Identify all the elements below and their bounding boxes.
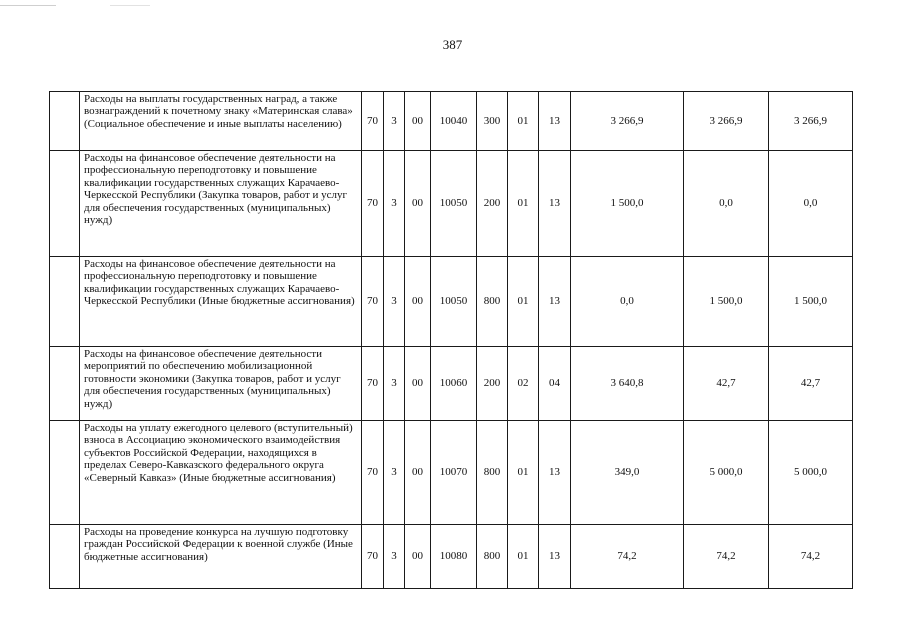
table-row <box>50 92 853 151</box>
expense-description: Расходы на финансовое обеспечение деятельности на профессиональную переподготовку и повышение квалификации государственных служащих Карачаево-Черкесской Республики (Закупка товаров, работ и услуг для обеспечения государственных (муниципальных) нужд) <box>80 151 362 257</box>
subprogram-code: 00 <box>405 525 431 589</box>
program-code: 3 <box>384 421 405 525</box>
section-code: 01 <box>508 421 539 525</box>
amount-year-2: 5 000,0 <box>684 421 769 525</box>
section-code: 02 <box>508 347 539 421</box>
expense-description: Расходы на финансовое обеспечение деятельности мероприятий по обеспечению мобилизационной готовности экономики (Закупка товаров, работ и услуг для обеспечения государственных (муниципальных) нужд) <box>80 347 362 421</box>
ministry-code: 70 <box>362 257 384 347</box>
program-code: 3 <box>384 151 405 257</box>
expense-description: Расходы на уплату ежегодного целевого (вступительный) взноса в Ассоциацию экономического взаимодействия субъектов Российской Федерации, находящихся в пределах Северо-Кавказского федерального округа «Северный Кавказ» (Иные бюджетные ассигнования) <box>80 421 362 525</box>
scan-edge-mark <box>0 5 56 6</box>
section-code: 01 <box>508 257 539 347</box>
section-code: 01 <box>508 525 539 589</box>
expense-type-code: 200 <box>477 151 508 257</box>
scan-edge-mark <box>110 5 150 6</box>
amount-year-2: 1 500,0 <box>684 257 769 347</box>
table-row <box>50 347 853 421</box>
ministry-code: 70 <box>362 525 384 589</box>
amount-year-1: 3 266,9 <box>571 92 684 151</box>
amount-year-1: 1 500,0 <box>571 151 684 257</box>
row-number-cell <box>50 421 80 525</box>
amount-year-2: 42,7 <box>684 347 769 421</box>
amount-year-3: 5 000,0 <box>769 421 853 525</box>
subsection-code: 13 <box>539 151 571 257</box>
amount-year-2: 0,0 <box>684 151 769 257</box>
amount-year-3: 74,2 <box>769 525 853 589</box>
budget-table <box>49 91 853 589</box>
amount-year-1: 0,0 <box>571 257 684 347</box>
subprogram-code: 00 <box>405 257 431 347</box>
amount-year-1: 349,0 <box>571 421 684 525</box>
row-number-cell <box>50 92 80 151</box>
row-number-cell <box>50 347 80 421</box>
expense-type-code: 300 <box>477 92 508 151</box>
amount-year-2: 74,2 <box>684 525 769 589</box>
table-row <box>50 257 853 347</box>
expense-description: Расходы на выплаты государственных наград, а также вознаграждений к почетному знаку «Материнская слава» (Социальное обеспечение и иные выплаты населению) <box>80 92 362 151</box>
table-row <box>50 151 853 257</box>
row-number-cell <box>50 525 80 589</box>
target-item-code: 10060 <box>431 347 477 421</box>
expense-type-code: 200 <box>477 347 508 421</box>
amount-year-3: 42,7 <box>769 347 853 421</box>
table-row <box>50 525 853 589</box>
target-item-code: 10080 <box>431 525 477 589</box>
subprogram-code: 00 <box>405 151 431 257</box>
expense-type-code: 800 <box>477 257 508 347</box>
subsection-code: 13 <box>539 525 571 589</box>
subsection-code: 13 <box>539 92 571 151</box>
amount-year-1: 74,2 <box>571 525 684 589</box>
subsection-code: 13 <box>539 257 571 347</box>
section-code: 01 <box>508 92 539 151</box>
amount-year-1: 3 640,8 <box>571 347 684 421</box>
program-code: 3 <box>384 92 405 151</box>
section-code: 01 <box>508 151 539 257</box>
program-code: 3 <box>384 257 405 347</box>
target-item-code: 10070 <box>431 421 477 525</box>
target-item-code: 10050 <box>431 257 477 347</box>
amount-year-2: 3 266,9 <box>684 92 769 151</box>
table-row <box>50 421 853 525</box>
expense-type-code: 800 <box>477 421 508 525</box>
subprogram-code: 00 <box>405 421 431 525</box>
subprogram-code: 00 <box>405 347 431 421</box>
amount-year-3: 1 500,0 <box>769 257 853 347</box>
subsection-code: 13 <box>539 421 571 525</box>
program-code: 3 <box>384 525 405 589</box>
row-number-cell <box>50 151 80 257</box>
target-item-code: 10040 <box>431 92 477 151</box>
ministry-code: 70 <box>362 92 384 151</box>
program-code: 3 <box>384 347 405 421</box>
amount-year-3: 0,0 <box>769 151 853 257</box>
expense-description: Расходы на проведение конкурса на лучшую подготовку граждан Российской Федерации к военной службе (Иные бюджетные ассигнования) <box>80 525 362 589</box>
expense-type-code: 800 <box>477 525 508 589</box>
row-number-cell <box>50 257 80 347</box>
ministry-code: 70 <box>362 421 384 525</box>
page-number: 387 <box>442 37 463 52</box>
subprogram-code: 00 <box>405 92 431 151</box>
ministry-code: 70 <box>362 151 384 257</box>
ministry-code: 70 <box>362 347 384 421</box>
expense-description: Расходы на финансовое обеспечение деятельности на профессиональную переподготовку и повышение квалификации государственных служащих Карачаево-Черкесской Республики (Иные бюджетные ассигнования) <box>80 257 362 347</box>
subsection-code: 04 <box>539 347 571 421</box>
target-item-code: 10050 <box>431 151 477 257</box>
amount-year-3: 3 266,9 <box>769 92 853 151</box>
